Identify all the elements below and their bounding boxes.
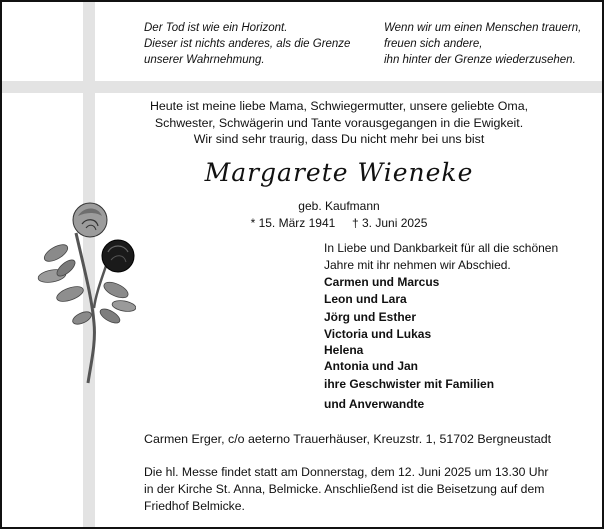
- cross-horizontal-beam: [2, 81, 602, 93]
- quote-left: [144, 20, 350, 68]
- funeral-info-line: Friedhof Belmicke.: [144, 499, 245, 513]
- thanks-text: [324, 240, 564, 273]
- funeral-info-line: in der Kirche St. Anna, Belmicke. Anschließend ist die Beisetzung auf dem: [144, 482, 545, 496]
- family-member: Helena: [324, 343, 364, 357]
- family-member: Victoria und Lukas: [324, 327, 432, 341]
- quote-right-line: freuen sich andere,: [384, 38, 483, 50]
- funeral-info-line: Die hl. Messe findet statt am Donnerstag, dem 12. Juni 2025 um 13.30 Uhr: [144, 465, 549, 479]
- intro-line: Schwester, Schwägerin und Tante vorausgegangen in die Ewigkeit.: [154, 115, 524, 130]
- family-member: Jörg und Esther: [324, 310, 417, 324]
- family-member: und Anverwandte: [324, 397, 425, 411]
- deceased-name: Margarete Wieneke: [204, 158, 474, 187]
- quote-right-line: Wenn wir um einen Menschen trauern,: [384, 22, 582, 34]
- quote-left-line: unserer Wahrnehmung.: [144, 54, 265, 66]
- birth-date: * 15. März 1941: [250, 216, 336, 230]
- quote-right: [384, 20, 581, 68]
- funeral-info: [144, 464, 584, 515]
- quote-right-line: ihn hinter der Grenze wiederzusehen.: [384, 54, 576, 66]
- quote-left-line: Der Tod ist wie ein Horizont.: [144, 22, 288, 34]
- intro-text: [144, 98, 534, 148]
- family-member: Antonia und Jan: [324, 359, 418, 373]
- thanks-line: Jahre mit ihr nehmen wir Abschied.: [324, 257, 511, 272]
- rose-icon: [36, 198, 136, 388]
- thanks-line: In Liebe und Dankbarkeit für all die schönen: [324, 241, 559, 255]
- contact-address: Carmen Erger, c/o aeterno Trauerhäuser, Kreuzstr. 1, 51702 Bergneustadt: [144, 432, 552, 446]
- family-member: Leon und Lara: [324, 292, 407, 306]
- death-date: † 3. Juni 2025: [352, 216, 428, 230]
- life-dates: [144, 216, 534, 230]
- intro-line: Heute ist meine liebe Mama, Schwiegermutter, unsere geliebte Oma,: [149, 99, 529, 113]
- intro-line: Wir sind sehr traurig, dass Du nicht mehr bei uns bist: [193, 132, 485, 146]
- family-member: ihre Geschwister mit Familien: [324, 377, 495, 391]
- born-name: geb. Kaufmann: [298, 199, 380, 213]
- quote-left-line: Dieser ist nichts anderes, als die Grenze: [144, 38, 351, 50]
- family-member: Carmen und Marcus: [324, 275, 440, 289]
